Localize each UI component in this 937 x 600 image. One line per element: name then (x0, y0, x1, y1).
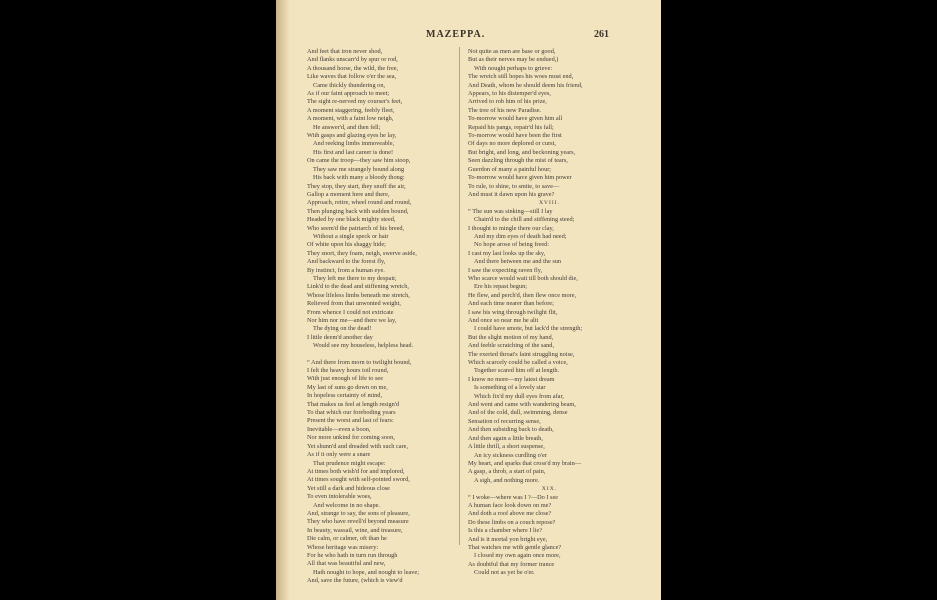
verse-line: “ And there from morn to twilight bound, (307, 358, 412, 366)
page-number: 261 (594, 29, 609, 40)
verse-line: And there between me and the sun (474, 258, 562, 266)
verse-line: Could not as yet be o'er. (474, 569, 535, 577)
verse-line: Guerdon of many a painful hour; (468, 165, 552, 173)
left-column (307, 48, 470, 586)
verse-line: I thought to mingle there our clay, (468, 224, 554, 232)
verse-line: In hopeless certainty of mind, (307, 392, 383, 400)
verse-line: With just enough of life to see (307, 375, 383, 383)
verse-line: An icy sickness curdling o'er (474, 451, 547, 459)
verse-line: A human face look down on me? (468, 501, 552, 509)
verse-line: My heart, and sparks that cross'd my brain— (468, 459, 582, 467)
verse-line: Not quite as men are base or good, (468, 48, 556, 55)
verse-line: I closed my own again once more, (474, 552, 561, 560)
verse-line: A moment, with a faint low neigh, (307, 115, 394, 123)
verse-line: That watches me with gentle glance? (468, 543, 562, 551)
verse-line: I saw his wing through twilight flit, (468, 308, 558, 316)
verse-line: Is something of a lovely star (474, 384, 546, 392)
verse-line: That makes us feel at length resign'd (307, 400, 400, 408)
verse-line: Whose lifeless limbs beneath me stretch, (307, 291, 410, 299)
verse-line: For he who hath in turn run through (307, 551, 398, 559)
verse-line: Together scared him off at length. (474, 367, 560, 375)
verse-line: To-morrow would have given him all (468, 115, 563, 123)
verse-line: And, save the future, (which is view'd (307, 577, 403, 585)
verse-line: My last of suns go down on me, (307, 383, 388, 391)
verse-line: A sigh, and nothing more. (474, 476, 540, 484)
verse-line: And then again a little breath, (468, 434, 543, 442)
verse-line: As if our faint approach to meet; (307, 90, 390, 98)
verse-line: Chain'd to the chill and stiffening steed; (474, 216, 575, 224)
verse-line: But as their nerves may be endued,) (468, 56, 559, 64)
running-title: MAZEPPA. (426, 29, 486, 40)
verse-line: To even intolerable woes, (307, 493, 372, 501)
verse-line: And once so near me he alit (468, 317, 539, 324)
verse-line: Hath nought to hope, and nought to leave; (313, 568, 419, 576)
verse-line: At times sought with self-pointed sword, (307, 476, 410, 484)
verse-line: Relieved from that unwonted weight, (307, 300, 401, 308)
verse-line: On came the troop—they saw him stoop, (307, 157, 411, 165)
verse-line: All that was beautiful and new, (307, 560, 386, 568)
verse-line: Approach, retire, wheel round and round, (307, 199, 412, 207)
page-header (276, 29, 661, 43)
verse-line: The wretch still hopes his woes must end, (468, 73, 574, 81)
verse-line: Which fix'd my dull eyes from afar, (474, 392, 564, 400)
verse-line: “ The sun was sinking—still I lay (468, 207, 553, 215)
verse-line: To-morrow would have given him power (468, 174, 572, 182)
verse-line: And each time nearer than before; (468, 300, 554, 308)
verse-line: Who scarce would wait till both should die, (468, 274, 578, 282)
verse-line: Without a single speck or hair (313, 232, 389, 240)
verse-line: And Death, whom he should deem his friend, (468, 81, 583, 89)
verse-line: As doubtful that my former trance (468, 560, 555, 568)
verse-line: And must it dawn upon his grave? (468, 190, 555, 198)
verse-line: Whose heritage was misery: (307, 543, 379, 551)
verse-line: A gasp, a throb, a start of pain, (468, 468, 546, 476)
verse-line: With gasps and glazing eyes he lay, (307, 132, 397, 140)
verse-line: And feeble scratching of the sand, (468, 342, 555, 350)
verse-line: Link'd to the dead and stiffening wretch, (307, 283, 409, 291)
verse-line: And reeking limbs immoveable, (313, 140, 395, 148)
verse-line: The tree of his new Paradise. (468, 106, 542, 114)
stanza-break (307, 351, 470, 359)
right-column (468, 48, 631, 578)
verse-line: He answer'd, and then fell; (313, 123, 381, 131)
verse-line: Then plunging back with sudden bound, (307, 207, 409, 215)
verse-line: They saw me strangely bound along (313, 165, 405, 173)
verse-line: I felt the heavy hours toil round, (307, 367, 389, 375)
verse-line: And my dim eyes of death had need; (474, 232, 567, 240)
verse-line: In beauty, wassail, wine, and treasure, (307, 526, 403, 534)
verse-line: Inevitable—even a boon, (307, 425, 371, 433)
verse-line: His first and last career is done! (313, 148, 394, 156)
verse-line: I cast my last looks up the sky, (468, 249, 546, 257)
verse-line: Is this a chamber where I lie? (468, 527, 543, 535)
verse-line: He flew, and perch'd, then flew once more, (468, 291, 577, 299)
verse-line: I could have smote, but lack'd the strength; (474, 325, 583, 333)
verse-line: Repaid his pangs, repair'd his fall; (468, 123, 554, 131)
verse-line: The exerted throat's faint struggling noise, (468, 350, 575, 358)
verse-line: “ I woke—where was I ?—Do I see (468, 493, 559, 501)
verse-line: Of days no more deplored or curst, (468, 140, 556, 148)
verse-line: With nought perhaps to grieve: (474, 64, 553, 72)
verse-line: The dying on the dead! (313, 325, 372, 333)
verse-line: Headed by one black mighty steed, (307, 216, 396, 224)
verse-line: They who have revell'd beyond measure (307, 518, 409, 526)
verse-line: They left me there to my despair, (313, 274, 397, 282)
verse-line: Came thickly thundering on, (313, 81, 386, 89)
verse-line: To that which our foreboding years (307, 409, 396, 417)
verse-line: From whence I could not extricate (307, 308, 394, 316)
verse-line: The sight re-nerved my courser's feet, (307, 98, 403, 106)
verse-line: Seen dazzling through the mist of tears, (468, 157, 568, 165)
verse-line: Ere his repast begun; (474, 283, 527, 291)
verse-line: They snort, they foam, neigh, swerve aside, (307, 249, 417, 257)
verse-line: But bright, and long, and beckoning years, (468, 148, 576, 156)
verse-line: And went and came with wandering beam, (468, 401, 576, 409)
verse-line: They stop, they start, they snuff the air, (307, 182, 406, 190)
verse-line: And backward to the forest fly, (307, 258, 386, 266)
verse-line: Like waves that follow o'er the sea, (307, 73, 397, 81)
section-number: XIX. (541, 486, 558, 493)
verse-line: No hope arose of being freed: (474, 241, 550, 249)
column-divider (459, 47, 460, 545)
verse-line: And, strange to say, the sons of pleasure, (307, 509, 410, 517)
verse-line: A thousand horse, the wild, the free, (307, 64, 399, 72)
verse-line: By instinct, from a human eye. (307, 266, 385, 274)
verse-line: Arrived to rob him of his prize, (468, 98, 547, 106)
verse-line: And of the cold, dull, swimming, dense (468, 409, 568, 417)
verse-line: Which scarcely could be called a voice, (468, 359, 568, 367)
verse-line: Yet still a dark and hideous close (307, 484, 390, 492)
verse-line: Yet shunn'd and dreaded with such care, (307, 442, 409, 450)
verse-line: That prudence might escape: (313, 459, 386, 467)
verse-line: To rule, to shine, to smite, to save— (468, 182, 560, 190)
verse-line: I saw the expecting raven fly, (468, 266, 543, 274)
section-number: XVIII. (539, 200, 560, 207)
verse-line: And doth a roof above me close? (468, 510, 552, 518)
verse-line: And then subsiding back to death, (468, 426, 554, 434)
verse-line: Present the worst and last of fears: (307, 417, 394, 425)
verse-line: Of white upon his shaggy hide; (307, 241, 386, 249)
verse-line: Appears, to his distemper'd eyes, (468, 90, 551, 98)
verse-line: Gallop a moment here and there, (307, 190, 390, 198)
verse-line: But the slight motion of my hand, (468, 333, 554, 341)
verse-line: And welcome in no shape. (313, 501, 380, 509)
verse-line: Do these limbs on a couch repose? (468, 518, 556, 526)
verse-line: And flanks unscarr'd by spur or rod, (307, 56, 398, 64)
verse-line: Die calm, or calmer, oft than he (307, 535, 387, 543)
verse-line: Nor him nor me—and there we lay, (307, 317, 397, 324)
verse-line: His back with many a bloody thong: (313, 174, 405, 182)
verse-line: Nor more unkind for coming soon, (307, 434, 395, 442)
verse-line: Sensation of recurring sense, (468, 417, 541, 425)
verse-line: Who seem'd the patriarch of his breed, (307, 224, 405, 232)
verse-line: And feet that iron never shod, (307, 48, 383, 55)
verse-line: To-morrow would have been the first (468, 132, 562, 140)
book-page (276, 0, 661, 600)
verse-line: Would see my houseless, helpless head. (313, 342, 414, 350)
page-gutter (276, 0, 290, 600)
verse-line: And is it mortal yon bright eye, (468, 535, 548, 543)
verse-line: I little deem'd another day (307, 333, 373, 341)
verse-line: I know no more—my latest dream (468, 375, 555, 383)
verse-line: A moment staggering, feebly fleet, (307, 106, 395, 114)
verse-line: A little thrill, a short suspense, (468, 443, 545, 451)
verse-line: At times both wish'd for and implored, (307, 467, 405, 475)
verse-line: As if it only were a snare (307, 451, 371, 459)
